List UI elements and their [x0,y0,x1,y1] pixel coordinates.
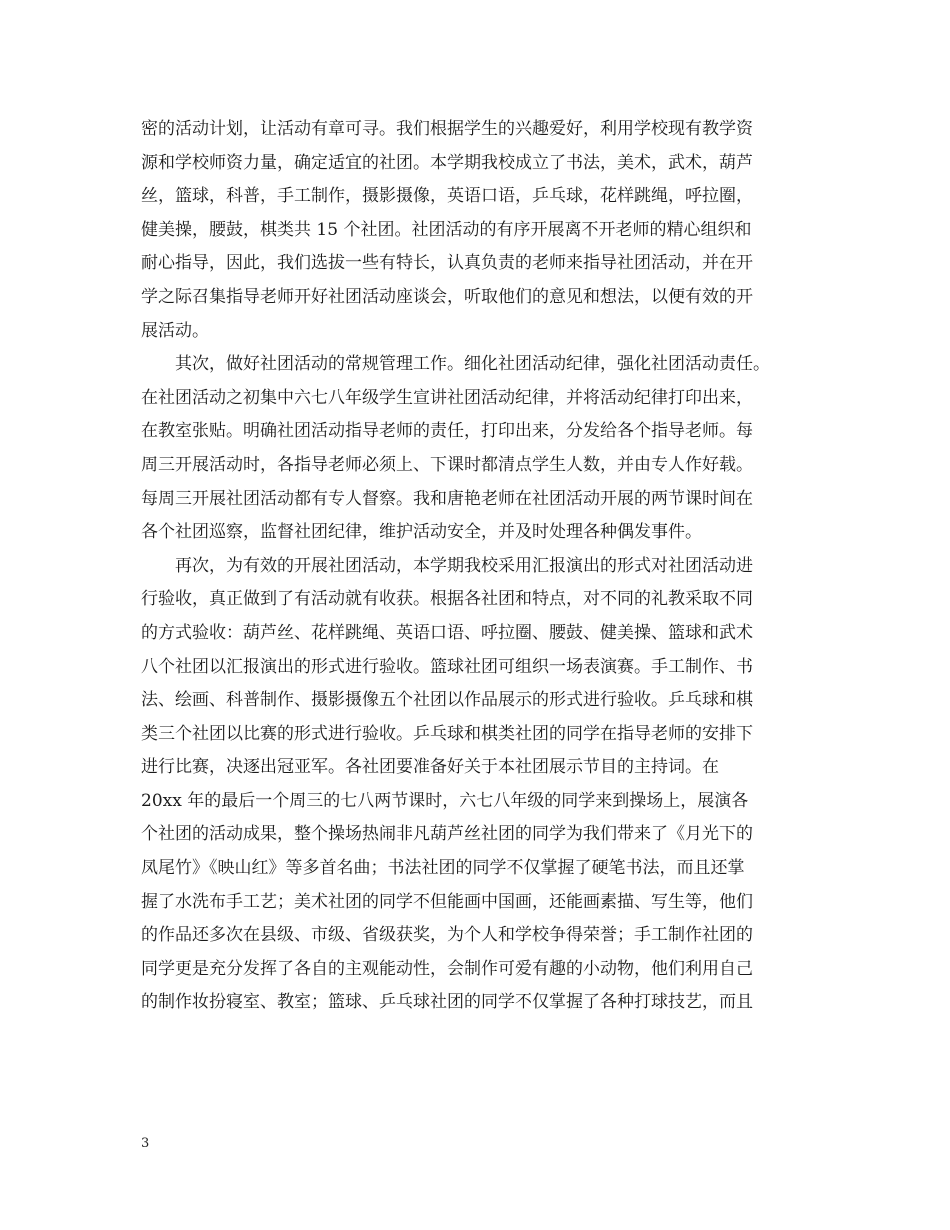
text-line: 法、绘画、科普制作、摄影摄像五个社团以作品展示的形式进行验收。乒乓球和棋 [141,690,753,711]
page-number: 3 [141,1136,150,1151]
text-line: 密的活动计划，让活动有章可寻。我们根据学生的兴趣爱好，利用学校现有教学资 [141,119,753,139]
text-line: 耐心指导，因此，我们选拔一些有特长，认真负责的老师来指导社团活动，并在开 [141,253,753,274]
text-line: 类三个社团以比赛的形式进行验收。乒乓球和棋类社团的同学在指导老师的安排下 [141,723,753,744]
text-line: 的方式验收：葫芦丝、花样跳绳、英语口语、呼拉圈、腰鼓、健美操、篮球和武术 [141,622,753,643]
text-line: 学之际召集指导老师开好社团活动座谈会，听取他们的意见和想法，以便有效的开 [141,286,753,307]
text-line: 的作品还多次在县级、市级、省级获奖，为个人和学校争得荣誉；手工制作社团的 [141,925,753,946]
text-line: 在社团活动之初集中六七八年级学生宣讲社团活动纪律，并将活动纪律打印出来， [141,387,753,408]
text-line: 各个社团巡察，监督社团纪律，维护活动安全，并及时处理各种偶发事件。 [141,522,702,543]
text-line: 在教室张贴。明确社团活动指导老师的责任，打印出来，分发给各个指导老师。每 [141,421,753,442]
body-text [141,113,821,1020]
text-line: 健美操，腰鼓，棋类共 15 个社团。社团活动的有序开展离不开老师的精心组织和 [141,219,752,240]
text-line: 握了水洗布手工艺；美术社团的同学不但能画中国画，还能画素描、写生等，他们 [141,891,753,912]
text-line: 进行比赛，决逐出冠亚军。各社团要准备好关于本社团展示节目的主持词。在 [141,757,719,778]
text-line: 每周三开展社团活动都有专人督察。我和唐艳老师在社团活动开展的两节课时间在 [141,488,753,509]
text-line: 凤尾竹》《映山红》等多首名曲；书法社团的同学不仅掌握了硬笔书法，而且还掌 [141,858,745,879]
text-line: 的制作妆扮寝室、教室；篮球、乒乓球社团的同学不仅掌握了各种打球技艺，而且 [141,992,753,1013]
text-line: 丝，篮球，科普，手工制作，摄影摄像，英语口语，乒乓球，花样跳绳，呼拉圈， [141,186,753,207]
text-line: 周三开展活动时，各指导老师必须上、下课时都清点学生人数，并由专人作好载。 [141,454,753,475]
text-line: 行验收，真正做到了有活动就有收获。根据各社团和特点，对不同的礼教采取不同 [141,589,753,610]
text-line: 源和学校师资力量，确定适宜的社团。本学期我校成立了书法，美术，武术，葫芦 [141,152,753,173]
text-line: 再次，为有效的开展社团活动，本学期我校采用汇报演出的形式对社团活动进 [141,555,753,576]
text-line: 20xx 年的最后一个周三的七八两节课时，六七八年级的同学来到操场上，展演各 [141,790,749,811]
text-line: 八个社团以汇报演出的形式进行验收。篮球社团可组织一场表演赛。手工制作、书 [141,656,753,677]
text-line: 个社团的活动成果，整个操场热闹非凡葫芦丝社团的同学为我们带来了《月光下的 [141,824,753,845]
text-line: 其次，做好社团活动的常规管理工作。细化社团活动纪律，强化社团活动责任。 [141,354,770,375]
text-line: 同学更是充分发挥了各自的主观能动性，会制作可爱有趣的小动物，他们利用自己 [141,958,753,979]
text-line: 展活动。 [141,320,209,341]
